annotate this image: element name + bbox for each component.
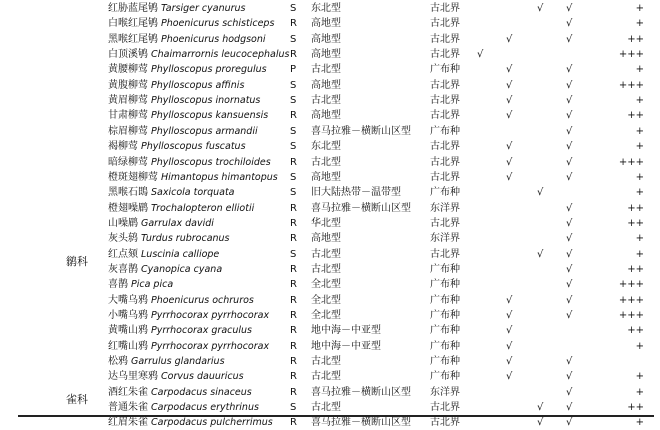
table-row: [0, 139, 660, 154]
species-chinese-name: 黑喉石鵖: [108, 187, 148, 199]
table-bottom-rule: [18, 415, 654, 417]
cell-zone: 古北界: [430, 33, 460, 45]
table-row: [0, 47, 660, 62]
cell-m4: √: [566, 64, 573, 76]
cell-abund: +++: [618, 156, 644, 168]
cell-m3: √: [537, 248, 544, 260]
cell-m4: √: [566, 33, 573, 45]
species-name: [108, 231, 230, 246]
cell-zone: 古北界: [430, 156, 460, 168]
cell-type: 古北型: [311, 356, 341, 368]
species-latin-name: Turdus rubrocanus: [141, 233, 230, 245]
species-chinese-name: 黑喉红尾鸲: [108, 33, 158, 45]
species-name: [108, 216, 214, 231]
species-name: [108, 277, 173, 292]
cell-type: 喜马拉雅－横断山区型: [311, 386, 411, 398]
species-name: [108, 201, 254, 216]
cell-res: S: [290, 402, 297, 414]
cell-m4: √: [566, 217, 573, 229]
table-row: [0, 262, 660, 277]
cell-m3: √: [537, 417, 544, 429]
cell-abund: +++: [618, 79, 644, 91]
cell-zone: 广布种: [430, 310, 460, 321]
cell-type: 华北型: [311, 217, 341, 229]
cell-zone: 古北界: [430, 417, 460, 429]
cell-m2: √: [506, 95, 513, 107]
species-latin-name: Garrulax davidi: [141, 217, 214, 229]
species-latin-name: Pyrrhocorax pyrrhocorax: [151, 310, 270, 321]
cell-abund: +++: [618, 279, 644, 291]
cell-abund: +: [635, 141, 644, 153]
species-name: [108, 369, 244, 384]
cell-m2: √: [506, 79, 513, 91]
cell-type: 喜马拉雅－横断山区型: [311, 202, 411, 214]
cell-m2: √: [506, 33, 513, 45]
species-name: [108, 124, 258, 139]
cell-abund: +: [635, 125, 644, 137]
cell-m4: √: [566, 402, 573, 414]
cell-type: 古北型: [311, 263, 341, 275]
cell-abund: +++: [618, 49, 644, 61]
cell-type: 高地型: [311, 18, 341, 30]
cell-res: S: [290, 33, 297, 45]
species-name: [108, 32, 266, 47]
species-latin-name: Pyrrhocorax graculus: [151, 325, 253, 337]
species-chinese-name: 小嘴乌鸦: [108, 310, 148, 321]
cell-abund: ++: [627, 217, 644, 229]
cell-res: P: [290, 64, 297, 76]
species-latin-name: Trochalopteron elliotii: [151, 202, 255, 214]
species-name: [108, 308, 269, 323]
cell-res: R: [290, 233, 297, 245]
table-row: [0, 339, 660, 354]
table-row: [0, 400, 660, 415]
cell-m4: √: [566, 3, 573, 14]
table-row: [0, 1, 660, 16]
cell-zone: 广布种: [430, 356, 460, 368]
table-row: [0, 170, 660, 185]
species-chinese-name: 大嘴乌鸦: [108, 294, 148, 306]
cell-abund: +: [635, 64, 644, 76]
cell-m2: √: [506, 371, 513, 383]
cell-res: R: [290, 325, 297, 337]
species-name: [108, 93, 260, 108]
species-chinese-name: 黄腹柳莺: [108, 79, 148, 91]
species-latin-name: Chaimarrornis leucocephalus: [151, 49, 290, 61]
cell-zone: 古北界: [430, 95, 460, 107]
species-chinese-name: 山噪鹛: [108, 217, 138, 229]
cell-type: 旧大陆热带－温带型: [311, 187, 401, 199]
cell-res: S: [290, 95, 297, 107]
cell-m2: √: [506, 325, 513, 337]
species-latin-name: Himantopus himantopus: [161, 171, 278, 183]
cell-res: R: [290, 356, 297, 368]
cell-type: 地中海－中亚型: [311, 340, 381, 352]
species-name: [108, 247, 219, 262]
species-latin-name: Phylloscopus armandii: [151, 125, 258, 137]
cell-type: 古北型: [311, 371, 341, 383]
species-chinese-name: 暗绿柳莺: [108, 156, 148, 168]
cell-zone: 广布种: [430, 187, 460, 199]
species-chinese-name: 橙斑翅柳莺: [108, 171, 158, 183]
species-latin-name: Saxicola torquata: [151, 187, 235, 199]
species-name: [108, 385, 252, 400]
cell-m4: √: [566, 202, 573, 214]
cell-abund: +: [635, 340, 644, 352]
cell-abund: +: [635, 95, 644, 107]
species-latin-name: Garrulus glandarius: [131, 356, 225, 368]
cell-type: 喜马拉雅－横断山区型: [311, 125, 411, 137]
species-name: [108, 139, 246, 154]
species-latin-name: Phoenicurus ochruros: [151, 294, 254, 306]
cell-res: R: [290, 18, 297, 30]
cell-m4: √: [566, 356, 573, 368]
species-latin-name: Tarsiger cyanurus: [161, 3, 246, 14]
cell-type: 高地型: [311, 233, 341, 245]
cell-res: R: [290, 279, 297, 291]
cell-res: S: [290, 79, 297, 91]
cell-res: R: [290, 263, 297, 275]
cell-zone: 古北界: [430, 110, 460, 122]
cell-type: 全北型: [311, 279, 341, 291]
table-row: [0, 415, 660, 430]
cell-type: 全北型: [311, 294, 341, 306]
species-name: [108, 400, 259, 415]
table-row: [0, 201, 660, 216]
cell-m3: √: [537, 402, 544, 414]
table-row: [0, 369, 660, 384]
cell-m2: √: [506, 294, 513, 306]
species-name: [108, 185, 235, 200]
cell-m1: √: [477, 49, 484, 61]
cell-res: S: [290, 248, 297, 260]
cell-zone: 古北界: [430, 217, 460, 229]
species-name: [108, 16, 274, 31]
cell-m2: √: [506, 356, 513, 368]
cell-zone: 古北界: [430, 171, 460, 183]
cell-zone: 东洋界: [430, 386, 460, 398]
cell-m4: √: [566, 417, 573, 429]
table-row: [0, 185, 660, 200]
table-row: [0, 62, 660, 77]
cell-zone: 广布种: [430, 64, 460, 76]
cell-m4: √: [566, 125, 573, 137]
cell-zone: 广布种: [430, 340, 460, 352]
cell-abund: ++: [627, 325, 644, 337]
cell-m2: √: [506, 110, 513, 122]
species-chinese-name: 红点颏: [108, 248, 138, 260]
cell-res: R: [290, 417, 297, 429]
table-row: [0, 155, 660, 170]
cell-type: 古北型: [311, 402, 341, 414]
cell-type: 高地型: [311, 110, 341, 122]
cell-m4: √: [566, 248, 573, 260]
table-row: [0, 231, 660, 246]
species-latin-name: Cyanopica cyana: [141, 263, 223, 275]
species-name: [108, 170, 278, 185]
cell-m4: √: [566, 233, 573, 245]
cell-abund: +++: [618, 294, 644, 306]
species-latin-name: Phylloscopus kansuensis: [151, 110, 269, 122]
cell-zone: 广布种: [430, 371, 460, 383]
cell-zone: 古北界: [430, 18, 460, 30]
cell-m2: √: [506, 171, 513, 183]
cell-m4: √: [566, 294, 573, 306]
species-latin-name: Phylloscopus inornatus: [151, 95, 261, 107]
table-row: [0, 308, 660, 323]
cell-abund: +++: [618, 310, 644, 321]
cell-type: 古北型: [311, 156, 341, 168]
species-chinese-name: 棕眉柳莺: [108, 125, 148, 137]
species-latin-name: Pyrrhocorax pyrrhocorax: [151, 340, 270, 352]
species-chinese-name: 红眉朱雀: [108, 417, 148, 429]
cell-abund: ++: [627, 402, 644, 414]
cell-m4: √: [566, 279, 573, 291]
family-label: 鹟科: [66, 255, 88, 269]
cell-type: 高地型: [311, 79, 341, 91]
species-name: [108, 78, 244, 93]
cell-type: 高地型: [311, 33, 341, 45]
species-latin-name: Phylloscopus trochiloides: [151, 156, 271, 168]
table-row: [0, 108, 660, 123]
species-latin-name: Phoenicurus schisticeps: [161, 18, 275, 30]
cell-m4: √: [566, 110, 573, 122]
cell-zone: 古北界: [430, 248, 460, 260]
species-chinese-name: 褐柳莺: [108, 141, 138, 153]
species-chinese-name: 灰头鸫: [108, 233, 138, 245]
cell-type: 高地型: [311, 171, 341, 183]
cell-abund: +: [635, 233, 644, 245]
cell-type: 古北型: [311, 248, 341, 260]
species-chinese-name: 松鸦: [108, 356, 128, 368]
species-chinese-name: 红胁蓝尾鸲: [108, 3, 158, 14]
cell-zone: 东洋界: [430, 233, 460, 245]
cell-m4: √: [566, 18, 573, 30]
table-row: [0, 16, 660, 31]
cell-m4: √: [566, 263, 573, 275]
cell-res: R: [290, 386, 297, 398]
species-latin-name: Phylloscopus fuscatus: [141, 141, 246, 153]
cell-zone: 古北界: [430, 49, 460, 61]
species-latin-name: Phylloscopus proregulus: [151, 64, 267, 76]
species-latin-name: Carpodacus sinaceus: [151, 386, 252, 398]
cell-abund: +: [635, 18, 644, 30]
family-label: 雀科: [66, 393, 88, 407]
cell-type: 古北型: [311, 64, 341, 76]
table-row: [0, 32, 660, 47]
cell-res: R: [290, 49, 297, 61]
table-row: [0, 124, 660, 139]
cell-m4: √: [566, 95, 573, 107]
table-row: [0, 277, 660, 292]
species-latin-name: Phoenicurus hodgsoni: [161, 33, 266, 45]
cell-abund: ++: [627, 33, 644, 45]
cell-m2: √: [506, 340, 513, 352]
cell-abund: +: [635, 417, 644, 429]
species-name: [108, 339, 269, 354]
species-chinese-name: 黄腰柳莺: [108, 64, 148, 76]
cell-res: R: [290, 217, 297, 229]
cell-m2: √: [506, 141, 513, 153]
cell-m4: √: [566, 371, 573, 383]
species-name: [108, 47, 289, 62]
cell-abund: +: [635, 371, 644, 383]
cell-zone: 广布种: [430, 279, 460, 291]
species-chinese-name: 黄嘴山鸦: [108, 325, 148, 337]
cell-res: R: [290, 156, 297, 168]
table-row: [0, 385, 660, 400]
cell-abund: +: [635, 171, 644, 183]
species-chinese-name: 灰喜鹊: [108, 263, 138, 275]
species-chinese-name: 达乌里寒鸦: [108, 371, 158, 383]
species-latin-name: Corvus dauuricus: [161, 371, 244, 383]
cell-zone: 东洋界: [430, 202, 460, 214]
species-name: [108, 1, 246, 16]
cell-zone: 广布种: [430, 125, 460, 137]
cell-type: 地中海－中亚型: [311, 325, 381, 337]
table-row: [0, 323, 660, 338]
species-latin-name: Pica pica: [131, 279, 174, 291]
species-chinese-name: 红嘴山鸦: [108, 340, 148, 352]
cell-zone: 古北界: [430, 79, 460, 91]
species-name: [108, 293, 254, 308]
cell-zone: 古北界: [430, 3, 460, 14]
cell-abund: +: [635, 187, 644, 199]
table-row: [0, 354, 660, 369]
cell-m2: √: [506, 310, 513, 321]
cell-res: S: [290, 187, 297, 199]
cell-res: S: [290, 171, 297, 183]
cell-type: 东北型: [311, 141, 341, 153]
cell-res: R: [290, 340, 297, 352]
cell-zone: 古北界: [430, 141, 460, 153]
species-chinese-name: 酒红朱雀: [108, 386, 148, 398]
species-name: [108, 155, 271, 170]
species-latin-name: Carpodacus pulcherrimus: [151, 417, 273, 429]
table-row: [0, 293, 660, 308]
table-row: [0, 93, 660, 108]
species-chinese-name: 白喉红尾鸲: [108, 18, 158, 30]
cell-abund: ++: [627, 110, 644, 122]
cell-abund: +: [635, 248, 644, 260]
cell-m3: √: [537, 187, 544, 199]
cell-zone: 广布种: [430, 325, 460, 337]
species-name: [108, 415, 273, 430]
cell-m2: √: [506, 64, 513, 76]
cell-res: S: [290, 125, 297, 137]
cell-abund: +: [635, 3, 644, 14]
cell-abund: +: [635, 386, 644, 398]
cell-m4: √: [566, 79, 573, 91]
cell-type: 古北型: [311, 95, 341, 107]
cell-zone: 古北界: [430, 402, 460, 414]
species-chinese-name: 白顶溪鸲: [108, 49, 148, 61]
cell-res: R: [290, 110, 297, 122]
species-latin-name: Carpodacus erythrinus: [151, 402, 259, 414]
cell-type: 全北型: [311, 310, 341, 321]
cell-res: S: [290, 141, 297, 153]
cell-m4: √: [566, 141, 573, 153]
species-name: [108, 62, 267, 77]
species-chinese-name: 喜鹊: [108, 279, 128, 291]
species-name: [108, 354, 225, 369]
cell-res: R: [290, 371, 297, 383]
species-name: [108, 108, 268, 123]
table-row: [0, 78, 660, 93]
cell-zone: 广布种: [430, 294, 460, 306]
species-latin-name: Phylloscopus affinis: [151, 79, 245, 91]
species-latin-name: Luscinia calliope: [141, 248, 220, 260]
cell-res: S: [290, 3, 297, 14]
table-row: [0, 216, 660, 231]
cell-m4: √: [566, 156, 573, 168]
cell-m4: √: [566, 171, 573, 183]
cell-abund: ++: [627, 202, 644, 214]
species-name: [108, 262, 222, 277]
cell-abund: ++: [627, 263, 644, 275]
cell-res: R: [290, 202, 297, 214]
table-row: [0, 247, 660, 262]
cell-type: 喜马拉雅－横断山区型: [311, 417, 411, 429]
cell-type: 东北型: [311, 3, 341, 14]
cell-m2: √: [506, 156, 513, 168]
cell-zone: 广布种: [430, 263, 460, 275]
species-chinese-name: 普通朱雀: [108, 402, 148, 414]
cell-m3: √: [537, 3, 544, 14]
cell-type: 高地型: [311, 49, 341, 61]
species-chinese-name: 橙翅噪鹛: [108, 202, 148, 214]
cell-m4: √: [566, 386, 573, 398]
species-name: [108, 323, 252, 338]
species-chinese-name: 甘肃柳莺: [108, 110, 148, 122]
cell-m4: √: [566, 310, 573, 321]
cell-res: R: [290, 310, 297, 321]
cell-res: R: [290, 294, 297, 306]
species-chinese-name: 黄眉柳莺: [108, 95, 148, 107]
